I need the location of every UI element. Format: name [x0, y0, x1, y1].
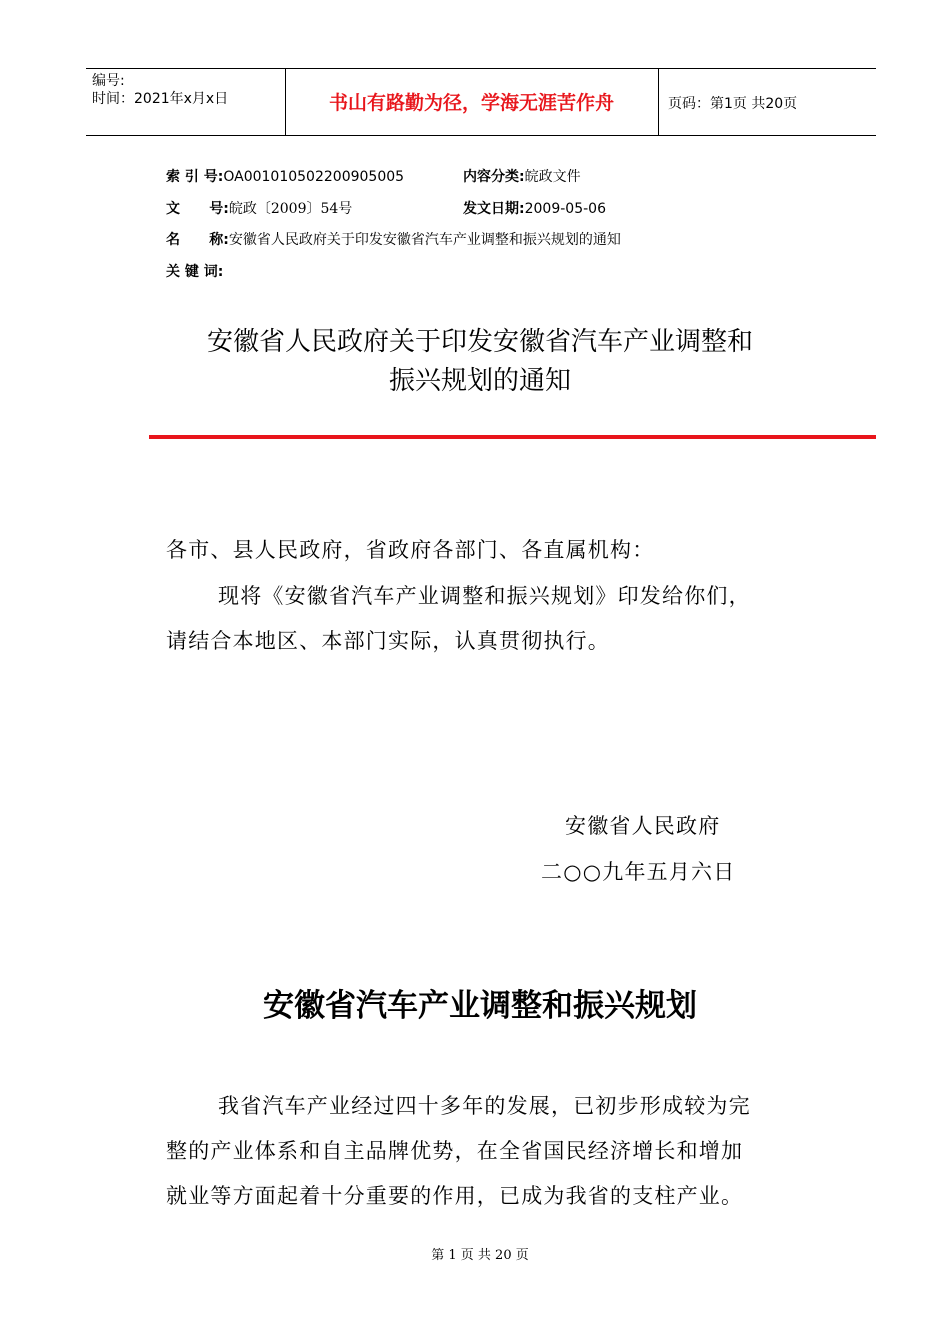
- meta-index-value: OA001010502200905005: [223, 169, 405, 185]
- notice-body-line2: 请结合本地区、本部门实际，认真贯彻执行。: [166, 629, 610, 653]
- meta-date-value: 2009-05-06: [524, 201, 606, 217]
- meta-keywords-row: [166, 263, 223, 281]
- notice-title-line2: 振兴规划的通知: [388, 366, 571, 396]
- header-bottom-rule: [86, 135, 876, 136]
- plan-title: 安徽省汽车产业调整和振兴规划: [263, 988, 697, 1024]
- meta-docno-label: 文 号:: [166, 201, 229, 217]
- meta-category-row: [463, 168, 581, 186]
- header-slogan: 书山有路勤为径，学海无涯苦作舟: [328, 92, 614, 114]
- notice-signature: 安徽省人民政府: [565, 814, 721, 838]
- header-page-info: 页码：第1页 共20页: [668, 96, 798, 112]
- notice-body-line1: 现将《安徽省汽车产业调整和振兴规划》印发给你们，: [218, 584, 751, 608]
- notice-date: 二○○九年五月六日: [541, 860, 736, 884]
- meta-category-value: 皖政文件: [524, 169, 581, 185]
- plan-line1: 我省汽车产业经过四十多年的发展，已初步形成较为完: [218, 1094, 751, 1118]
- meta-date-row: [463, 200, 606, 218]
- meta-keywords-label: 关 键 词:: [166, 264, 224, 280]
- meta-docno-value: 皖政〔2009〕54号: [228, 201, 353, 217]
- meta-category-label: 内容分类:: [463, 169, 525, 185]
- page-footer: 第 1 页 共 20 页: [431, 1248, 529, 1263]
- header-number-label: 编号:: [92, 73, 125, 89]
- meta-date-label: 发文日期:: [463, 201, 525, 217]
- notice-salutation: 各市、县人民政府，省政府各部门、各直属机构：: [166, 538, 655, 562]
- meta-docno-row: [166, 200, 352, 218]
- red-divider: [149, 435, 876, 439]
- header-divider-right: [658, 68, 659, 135]
- plan-line3: 就业等方面起着十分重要的作用，已成为我省的支柱产业。: [166, 1184, 744, 1208]
- header-time-label: 时间：2021年x月x日: [92, 91, 229, 107]
- meta-name-row: [166, 231, 621, 249]
- meta-name-label: 名 称:: [166, 232, 229, 248]
- notice-title-line1: 安徽省人民政府关于印发安徽省汽车产业调整和: [206, 327, 753, 357]
- plan-line2: 整的产业体系和自主品牌优势，在全省国民经济增长和增加: [166, 1139, 744, 1163]
- meta-name-value: 安徽省人民政府关于印发安徽省汽车产业调整和振兴规划的通知: [228, 232, 621, 248]
- header-top-rule: [86, 68, 876, 69]
- meta-index-row: [166, 168, 404, 186]
- meta-index-label: 索 引 号:: [166, 169, 224, 185]
